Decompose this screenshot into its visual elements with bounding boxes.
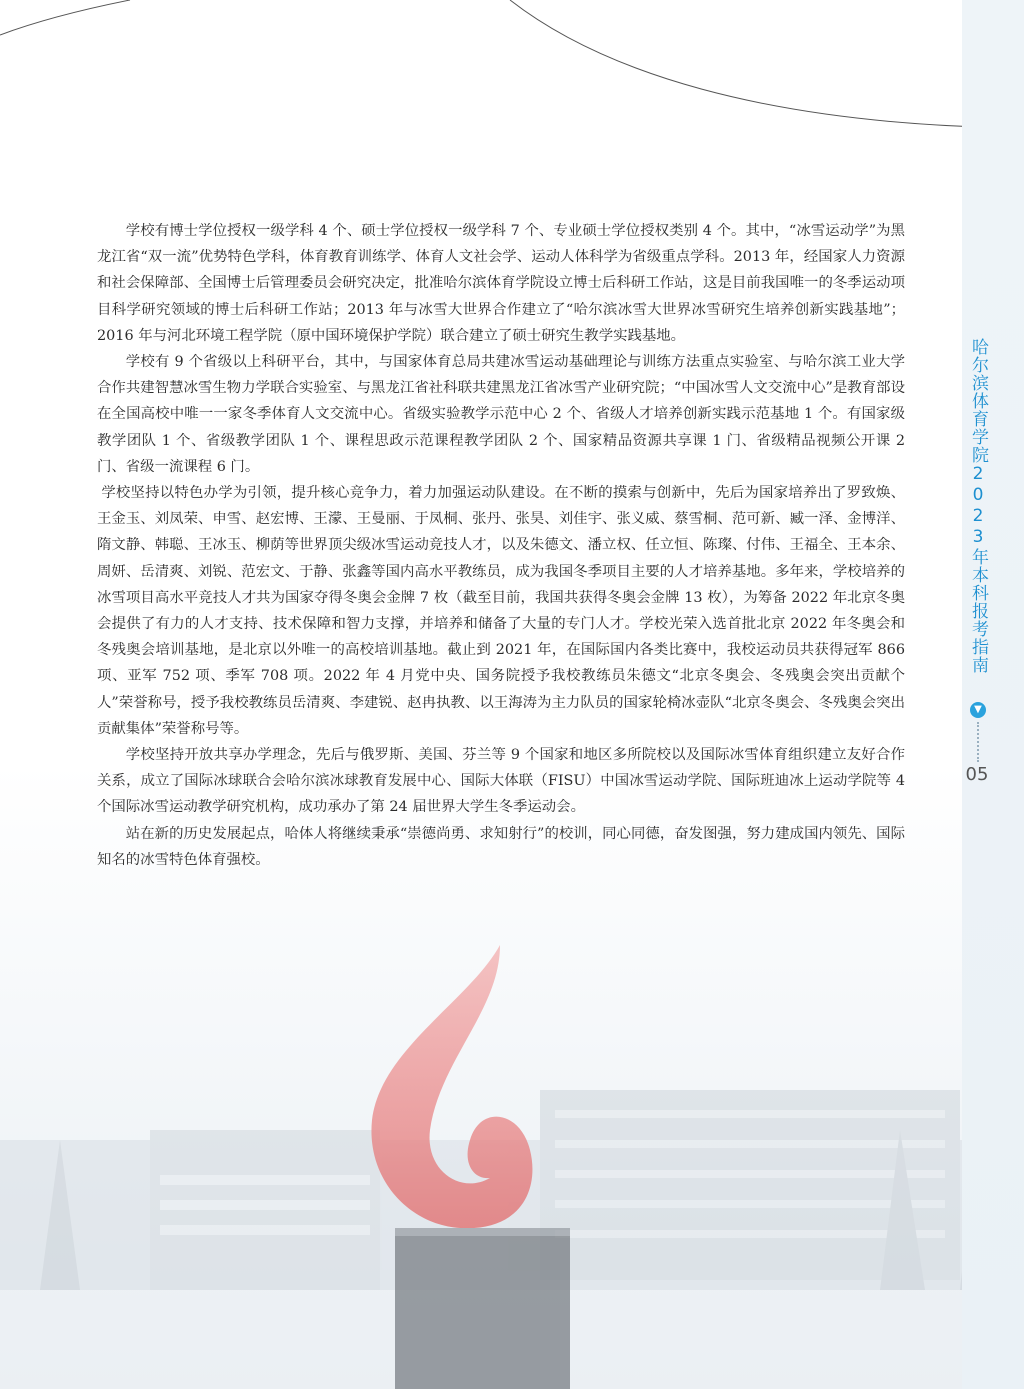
article-body: [97, 218, 905, 873]
paragraph-1: 学校有博士学位授权一级学科 4 个、硕士学位授权一级学科 7 个、专业硕士学位授权类别 4 个。其中，“冰雪运动学”为黑龙江省“双一流”优势特色学科，体育教育训练学、体育人文社会学、运动人体科学为省级重点学科。2013 年，经国家人力资源和社会保障部、全国博士后管理委员会研究决定，批准哈尔滨体育学院设立博士后科研工作站，这是目前我国唯一的冬季运动项目科学研究领域的博士后科研工作站；2013 年与冰雪大世界合作建立了“哈尔滨冰雪大世界冰雪研究生培养创新实践基地”；2016 年与河北环境工程学院（原中国环境保护学院）联合建立了硕士研究生教学实践基地。: [97, 223, 905, 344]
page-number: 05: [965, 764, 989, 785]
sidebar-title: 哈尔滨体育学院2023年本科报考指南: [968, 338, 988, 674]
paragraph-4: 学校坚持开放共享办学理念，先后与俄罗斯、美国、芬兰等 9 个国家和地区多所院校以及国际冰雪体育组织建立友好合作关系，成立了国际冰球联合会哈尔滨冰球教育发展中心、国际大体联（FISU）中国冰雪运动学院、国际班迪冰上运动学院等 4 个国际冰雪运动教学研究机构，成功承办了第 24 届世界大学生冬季运动会。: [97, 747, 905, 816]
paragraph-2: 学校有 9 个省级以上科研平台，其中，与国家体育总局共建冰雪运动基础理论与训练方法重点实验室、与哈尔滨工业大学合作共建智慧冰雪生物力学联合实验室、与黑龙江省社科联共建黑龙江省冰雪产业研究院；“中国冰雪人文交流中心”是教育部设在全国高校中唯一一家冬季体育人文交流中心。省级实验教学示范中心 2 个、省级人才培养创新实践示范基地 1 个。有国家级教学团队 1 个、省级教学团队 1 个、课程思政示范课程教学团队 2 个、国家精品资源共享课 1 门、省级精品视频公开课 2 门、省级一流课程 6 门。: [97, 354, 905, 475]
chevron-down-icon: ▼: [970, 702, 986, 718]
side-strip: [962, 0, 1024, 1389]
paragraph-3: 学校坚持以特色办学为引领，提升核心竞争力，着力加强运动队建设。在不断的摸索与创新中，先后为国家培养出了罗致焕、王金玉、刘凤荣、申雪、赵宏博、王濛、王曼丽、于凤桐、张丹、张昊、刘佳宇、张义威、蔡雪桐、范可新、臧一泽、金博洋、隋文静、韩聪、王冰玉、柳荫等世界顶尖级冰雪运动竞技人才，以及朱德文、潘立权、任立恒、陈璨、付伟、王福全、王本余、周妍、岳清爽、刘锐、范宏文、于静、张鑫等国内高水平教练员，成为我国冬季项目主要的人才培养基地。多年来，学校培养的冰雪项目高水平竞技人才共为国家夺得冬奥会金牌 7 枚（截至目前，我国共获得冬奥会金牌 13 枚），为筹备 2022 年北京冬奥会提供了有力的人才支持、技术保障和智力支撑，并培养和储备了大量的专门人才。学校光荣入选首批北京 2022 年冬奥会和冬残奥会培训基地，是北京以外唯一的高校培训基地。截止到 2021 年，在国际国内各类比赛中，我校运动员共获得冠军 866 项、亚军 752 项、季军 708 项。2022 年 4 月党中央、国务院授予我校教练员朱德文“北京冬奥会、冬残奥会突出贡献个人”荣誉称号，授予我校教练员岳清爽、李建锐、赵冉执教、以王海涛为主力队员的国家轮椅冰壶队“北京冬奥会、冬残奥会突出贡献集体”荣誉称号等。: [97, 485, 905, 737]
paragraph-5: 站在新的历史发展起点，哈体人将继续秉承“崇德尚勇、求知射行”的校训，同心同德，奋发图强，努力建成国内领先、国际知名的冰雪特色体育强校。: [97, 825, 905, 868]
sidebar-divider: [977, 722, 979, 762]
